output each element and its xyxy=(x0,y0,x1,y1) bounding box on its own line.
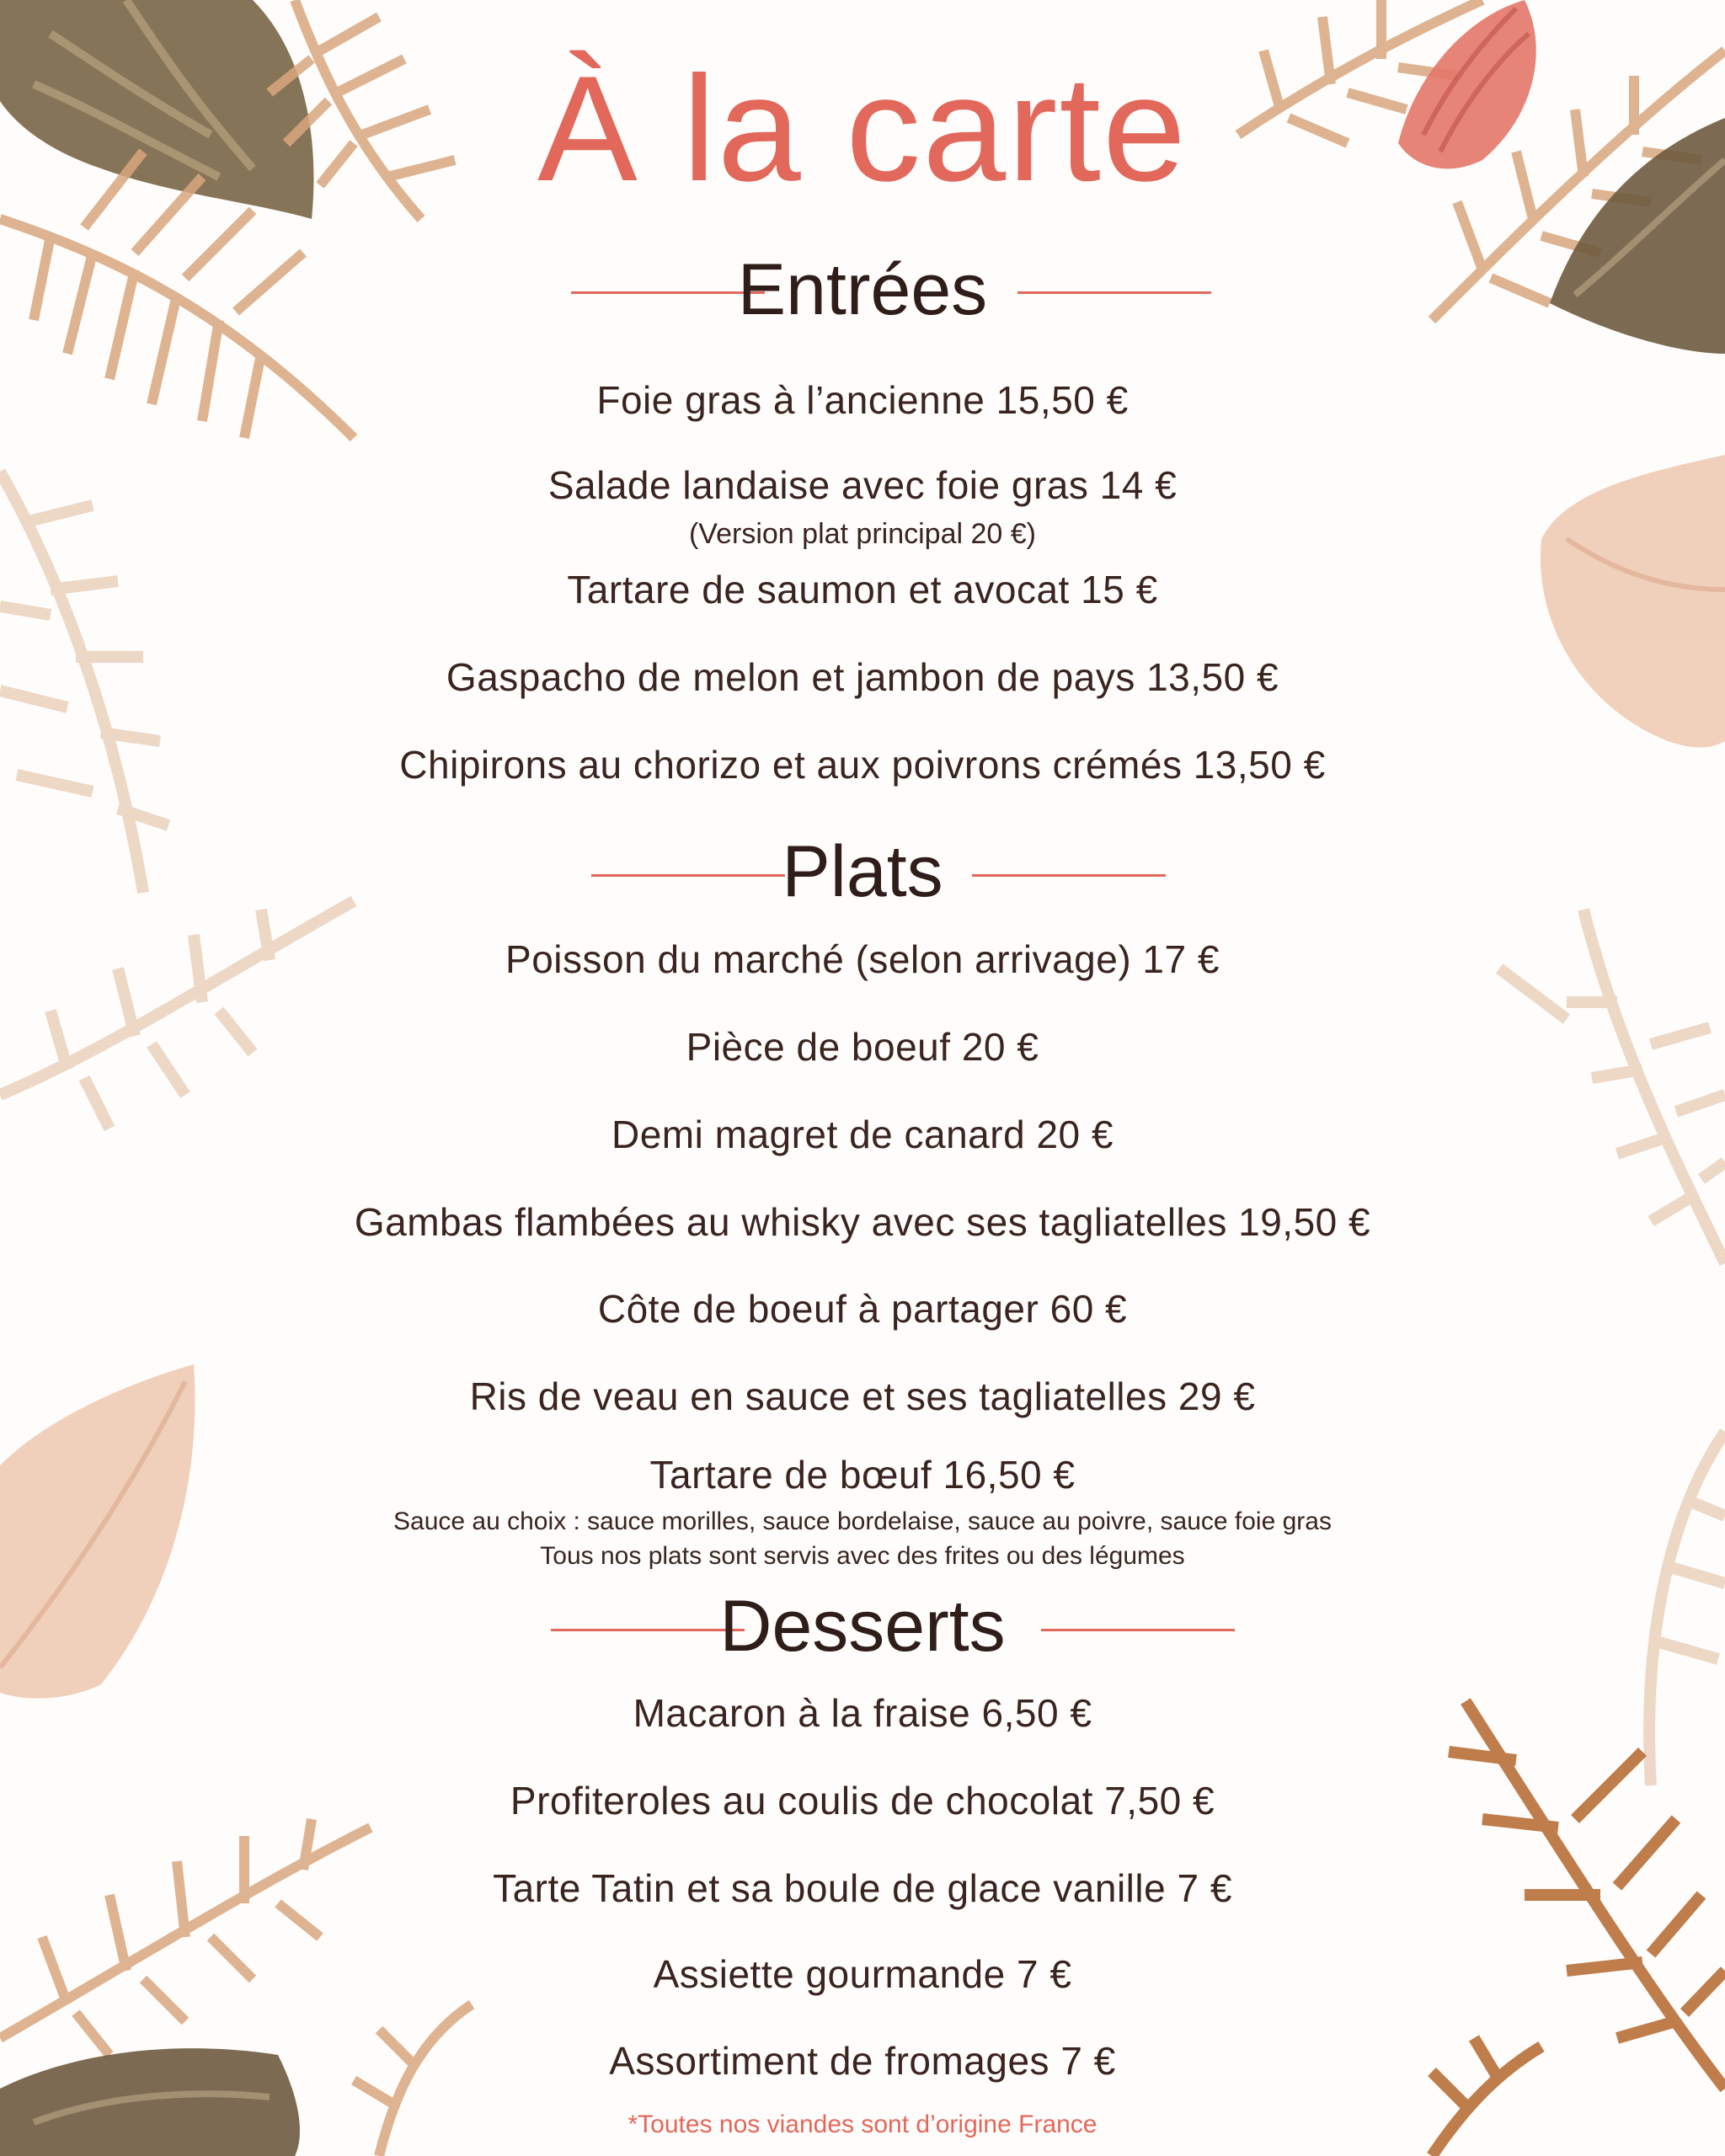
menu-item: Gambas flambées au whisky avec ses tagliatelles 19,50 € xyxy=(354,1200,1371,1244)
menu-note: Tous nos plats sont servis avec des frites ou des légumes xyxy=(540,1542,1185,1570)
menu-item: Chipirons au chorizo et aux poivrons crémés 13,50 € xyxy=(399,743,1326,787)
menu-item: Macaron à la fraise 6,50 € xyxy=(633,1691,1092,1735)
menu-item: Assortiment de fromages 7 € xyxy=(609,2039,1116,2083)
menu-item: Tartare de saumon et avocat 15 € xyxy=(567,568,1158,611)
menu-title: À la carte xyxy=(537,45,1188,212)
menu-item: Foie gras à l’ancienne 15,50 € xyxy=(596,378,1129,422)
menu-item: Côte de boeuf à partager 60 € xyxy=(597,1287,1128,1331)
menu-note: Sauce au choix : sauce morilles, sauce bordelaise, sauce au poivre, sauce foie gras xyxy=(393,1508,1332,1535)
menu-item: Gaspacho de melon et jambon de pays 13,50 € xyxy=(446,655,1279,699)
menu-item: Poisson du marché (selon arrivage) 17 € xyxy=(505,937,1220,981)
menu-item: Ris de veau en sauce et ses tagliatelles 29 € xyxy=(469,1374,1256,1418)
section-heading-desserts: Desserts xyxy=(719,1586,1006,1667)
menu-item: Salade landaise avec foie gras 14 € xyxy=(547,463,1178,507)
menu-item: Tarte Tatin et sa boule de glace vanille 7 € xyxy=(493,1866,1232,1910)
footnote: *Toutes nos viandes sont d’origine France xyxy=(628,2111,1097,2138)
menu-item-note: (Version plat principal 20 €) xyxy=(688,518,1036,550)
menu-item: Pièce de boeuf 20 € xyxy=(686,1025,1039,1069)
menu-item: Profiteroles au coulis de chocolat 7,50 € xyxy=(510,1779,1215,1822)
menu-item: Tartare de bœuf 16,50 € xyxy=(649,1453,1076,1497)
menu-item: Assiette gourmande 7 € xyxy=(653,1952,1072,1996)
section-heading-plats: Plats xyxy=(782,831,943,912)
section-heading-entrees: Entrées xyxy=(737,249,988,330)
menu-item: Demi magret de canard 20 € xyxy=(611,1113,1114,1156)
